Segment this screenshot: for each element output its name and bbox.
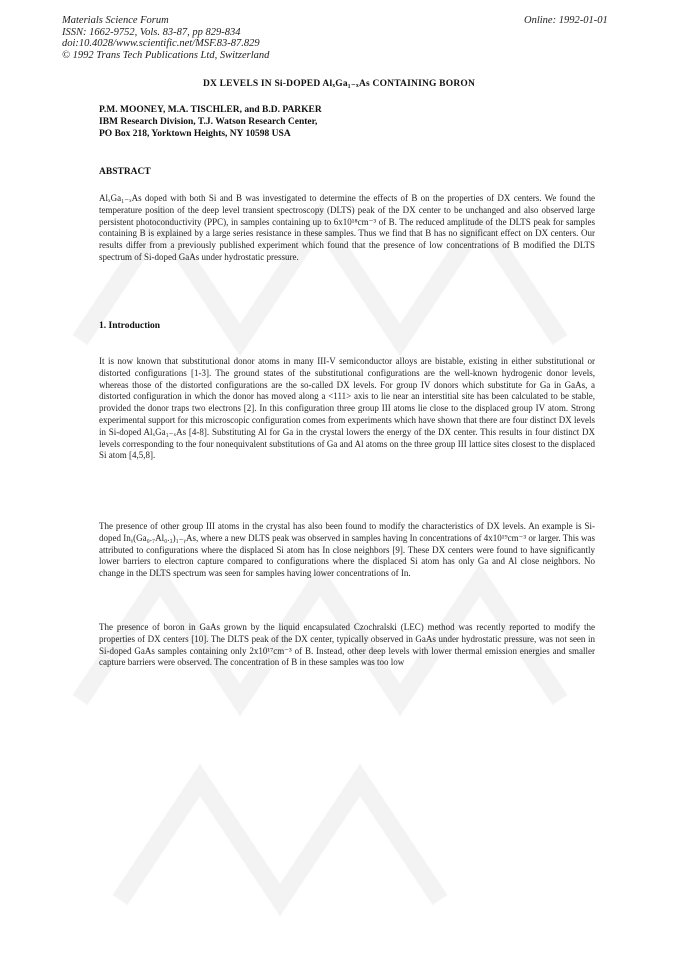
journal-issn: ISSN: 1662-9752, Vols. 83-87, pp 829-834 <box>62 26 241 38</box>
paper-title: DX LEVELS IN Si-DOPED AlₓGa₁₋ₓAs CONTAINING BORON <box>202 79 476 89</box>
journal-doi: doi:10.4028/www.scientific.net/MSF.83-87.829 <box>62 38 260 49</box>
journal-name: Materials Science Forum <box>62 15 169 26</box>
abstract-text: AlₓGa₁₋ₓAs doped with both Si and B was investigated to determine the effects of B on the properties of DX centers. We found the temperature position of the deep level transient spectroscopy (DLTS) peak of the DX center to be unchanged and also observed large persistent photoconductivity (PPC), in samples containing up to 6x10¹⁸cm⁻³ of B. The reduced amplitude of the DLTS peak for samples containing B is explained by a large series resistance in these samples. Thus we find that B has no significant effect on DX centers. Our results differ from a previously published experiment which found that the presence of low concentrations of B modified the DLTS spectrum of Si-doped GaAs under hydrostatic pressure. <box>99 193 595 262</box>
intro-paragraph: The presence of boron in GaAs grown by the liquid encapsulated Czochralski (LEC) method was recently reported to modify the properties of DX centers [10]. The DLTS peak of the DX center, typically observed in GaAs under hydrostatic pressure, was not seen in Si-doped GaAs samples containing only 2x10¹⁷cm⁻³ of B. Instead, other deep levels with lower thermal emission energies and smaller capture barriers were observed. The concentration of B in these samples was too low <box>99 622 595 668</box>
journal-copyright: © 1992 Trans Tech Publications Ltd, Switzerland <box>62 49 270 61</box>
intro-paragraph: The presence of other group III atoms in the crystal has also been found to modify the characteristics of DX levels. An example is Si-doped Inᵧ(Ga₀.₇Al₀.₃)₁₋ᵧAs, where a new DLTS peak was observed in samples having In concentrations of 4x10¹⁹cm⁻³ or larger. This was attributed to configurations where the displaced Si atom has In close neighbors [9]. These DX centers were found to have significantly lower barriers to electron capture compared to configurations where the displaced Si atom has only Ga and Al close neighbors. No change in the DLTS spectrum was seen for samples having lower concentrations of In. <box>99 521 595 579</box>
author-block <box>99 104 322 140</box>
paper-authors: P.M. MOONEY, M.A. TISCHLER, and B.D. PARKER <box>99 105 322 115</box>
journal-header <box>62 15 269 61</box>
paper-address: PO Box 218, Yorktown Heights, NY 10598 USA <box>99 129 291 139</box>
online-date: Online: 1992-01-01 <box>524 15 608 26</box>
paper-affiliation: IBM Research Division, T.J. Watson Research Center, <box>99 117 318 127</box>
introduction-heading: 1. Introduction <box>99 321 161 331</box>
intro-paragraph: It is now known that substitutional donor atoms in many III-V semiconductor alloys are bistable, existing in either substitutional or distorted configurations [1-3]. The ground states of the substitutional configurations are the well-known hydrogenic donor levels, whereas those of the distorted configurations are the so-called DX levels. For group IV donors which substitute for Ga in GaAs, a distorted configuration in which the donor has moved along a <111> axis to lie near an interstitial site has been calculated to be stable, provided the donor traps two electrons [2]. In this configuration three group III atoms lie close to the displaced group IV atom. Strong experimental support for this microscopic configuration comes from experiments which have shown that there are four distinct DX levels in Si-doped AlₓGa₁₋ₓAs [4-8]. Substituting Al for Ga in the crystal lowers the energy of the DX center. This results in four distinct DX levels corresponding to the four nonequivalent substitutions of Ga and Al atoms on the three group III lattice sites closest to the displaced Si atom [4,5,8]. <box>99 356 595 461</box>
abstract-heading: ABSTRACT <box>99 167 151 177</box>
